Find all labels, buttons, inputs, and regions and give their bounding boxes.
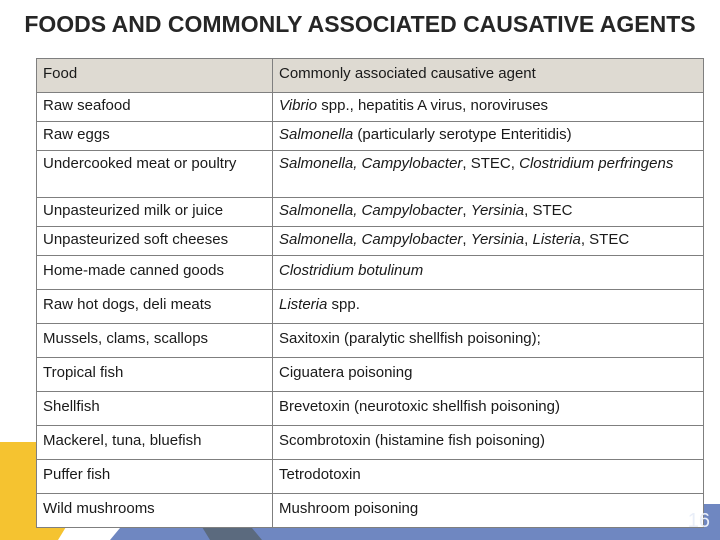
table-row (37, 460, 704, 494)
agent-cell (273, 358, 704, 392)
table-row (37, 324, 704, 358)
agent-text: Scombrotoxin (histamine fish poisoning) (279, 432, 545, 449)
agent-text: , STEC (524, 202, 573, 219)
agent-text: Saxitoxin (paralytic shellfish poisoning); (279, 330, 541, 347)
scientific-name: Salmonella, Campylobacter (279, 231, 463, 248)
agent-text: spp. (327, 296, 360, 313)
agent-cell (273, 122, 704, 151)
agent-cell (273, 426, 704, 460)
scientific-name: Listeria (532, 231, 581, 248)
table-row (37, 198, 704, 227)
table-row (37, 122, 704, 151)
food-cell: Mussels, clams, scallops (37, 324, 273, 358)
food-cell: Raw eggs (37, 122, 273, 151)
food-cell: Mackerel, tuna, bluefish (37, 426, 273, 460)
table-row (37, 494, 704, 528)
agent-cell (273, 460, 704, 494)
agent-cell (273, 494, 704, 528)
scientific-name: Salmonella, Campylobacter (279, 155, 463, 172)
agent-text: , STEC, (462, 155, 520, 172)
table-row (37, 227, 704, 256)
scientific-name: Vibrio (279, 97, 318, 114)
food-cell: Unpasteurized soft cheeses (37, 227, 273, 256)
agent-text: , STEC (580, 231, 630, 248)
scientific-name: Salmonella, Campylobacter (279, 202, 463, 219)
agent-cell (273, 256, 704, 290)
agent-text: , (462, 231, 471, 248)
agent-text: Brevetoxin (neurotoxic shellfish poisoning) (279, 398, 560, 415)
table-row (37, 392, 704, 426)
agent-cell (273, 324, 704, 358)
agent-text: Ciguatera poisoning (279, 364, 413, 381)
agent-text: Mushroom poisoning (279, 500, 419, 517)
scientific-name: Clostridium botulinum (279, 262, 424, 279)
food-cell: Wild mushrooms (37, 494, 273, 528)
food-cell: Raw seafood (37, 93, 273, 122)
food-cell: Raw hot dogs, deli meats (37, 290, 273, 324)
page-number: 16 (687, 510, 710, 532)
scientific-name: Listeria (279, 296, 328, 313)
table-row (37, 358, 704, 392)
food-cell: Puffer fish (37, 460, 273, 494)
agent-cell (273, 290, 704, 324)
header-food: Food (37, 59, 273, 93)
table-row (37, 426, 704, 460)
table-row (37, 256, 704, 290)
food-cell: Undercooked meat or poultry (37, 151, 273, 198)
agent-text: (particularly serotype Enteritidis) (353, 126, 572, 143)
scientific-name: Yersinia (470, 202, 525, 219)
table-header-row (37, 59, 704, 93)
agent-cell (273, 198, 704, 227)
food-cell: Unpasteurized milk or juice (37, 198, 273, 227)
agent-text: , (524, 231, 533, 248)
agent-cell (273, 227, 704, 256)
agent-text: spp., hepatitis A virus, noroviruses (317, 97, 549, 114)
slide-title: FOODS AND COMMONLY ASSOCIATED CAUSATIVE AGENTS (24, 11, 696, 37)
food-cell: Home-made canned goods (37, 256, 273, 290)
table-row (37, 290, 704, 324)
agent-text: Tetrodotoxin (279, 466, 361, 483)
agent-cell (273, 392, 704, 426)
scientific-name: Salmonella (279, 126, 354, 143)
header-agent: Commonly associated causative agent (273, 59, 704, 93)
agent-text: , (462, 202, 471, 219)
food-cell: Tropical fish (37, 358, 273, 392)
table-row (37, 93, 704, 122)
scientific-name: Clostridium perfringens (519, 155, 674, 172)
agent-cell (273, 151, 704, 198)
agents-table-container (36, 58, 703, 528)
agent-cell (273, 93, 704, 122)
agents-table (36, 58, 704, 528)
food-cell: Shellfish (37, 392, 273, 426)
table-row (37, 151, 704, 198)
scientific-name: Yersinia (470, 231, 525, 248)
